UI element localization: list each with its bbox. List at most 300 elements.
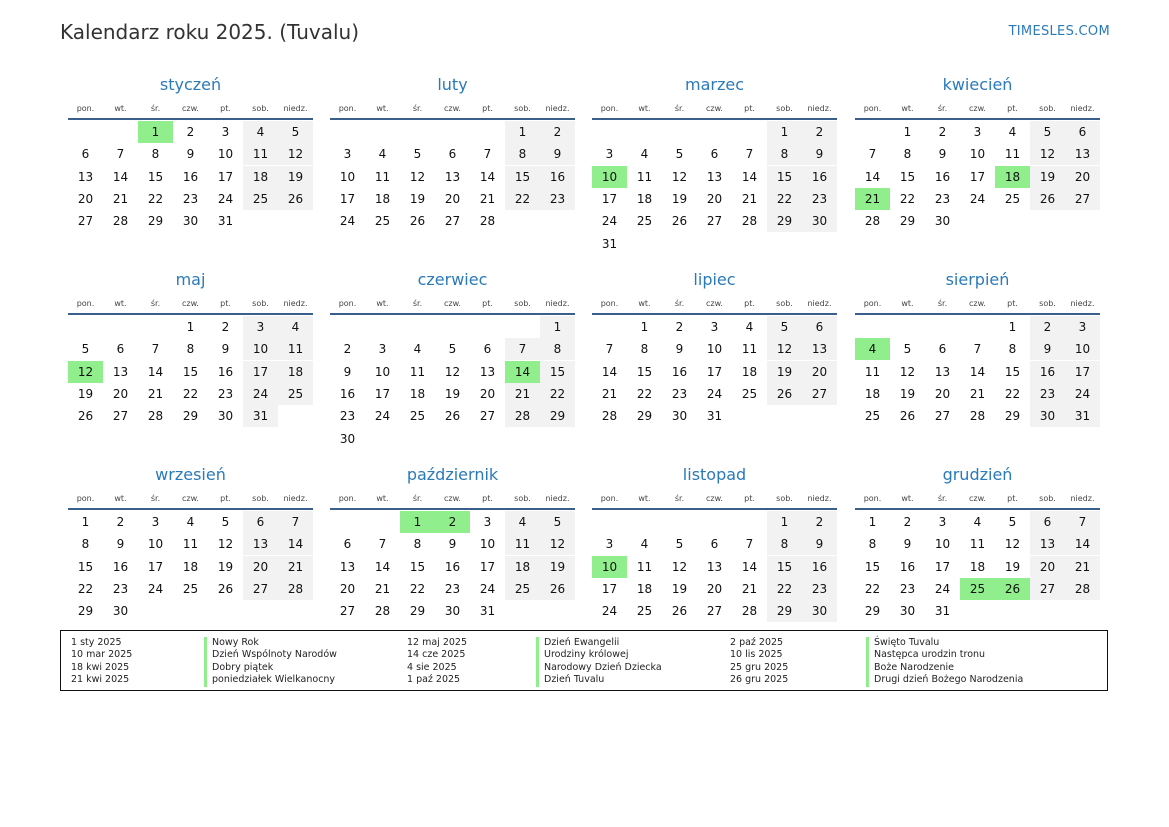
day-cell: 9: [802, 533, 837, 555]
weekday-divider: [855, 313, 1100, 315]
day-cell: 23: [802, 188, 837, 210]
holiday-day-cell: 4: [855, 338, 890, 360]
month-name: marzec: [684, 75, 744, 94]
holiday-day-cell: 12: [68, 361, 103, 383]
day-cell: 14: [479, 169, 496, 184]
day-cell: 9: [186, 147, 195, 162]
weekday-label: pon.: [76, 494, 95, 503]
weekday-label: wt.: [638, 494, 651, 503]
weekday-label: śr.: [150, 299, 161, 308]
day-cell: 27: [802, 383, 837, 405]
weekday-label: niedz.: [807, 494, 832, 503]
weekday-label: sob.: [1039, 299, 1056, 308]
weekday-label: sob.: [252, 494, 269, 503]
weekday-label: pt.: [1007, 494, 1018, 503]
month-6: [330, 270, 575, 460]
day-cell: 2: [675, 320, 684, 334]
day-cell: 13: [243, 533, 278, 555]
day-cell: 19: [899, 386, 916, 401]
day-cell: 28: [505, 405, 540, 427]
day-cell: 26: [540, 578, 575, 600]
day-cell: 18: [243, 166, 278, 188]
day-cell: 25: [409, 409, 426, 424]
weekday-label: pon.: [863, 299, 882, 308]
day-cell: 1: [505, 121, 540, 143]
day-cell: 24: [217, 191, 234, 206]
day-cell: 24: [374, 409, 391, 424]
day-cell: 31: [934, 604, 951, 619]
day-cell: 30: [1030, 405, 1065, 427]
weekday-label: czw.: [182, 494, 199, 503]
day-cell: 25: [636, 214, 653, 229]
day-cell: 5: [675, 147, 684, 162]
day-cell: 13: [1065, 143, 1100, 165]
day-cell: 18: [741, 364, 758, 379]
day-cell: 26: [671, 604, 688, 619]
day-cell: 11: [636, 559, 653, 574]
day-cell: 5: [448, 342, 457, 357]
legend-date: 4 sie 2025: [407, 661, 457, 673]
day-cell: 16: [339, 386, 356, 401]
weekday-label: czw.: [969, 494, 986, 503]
day-cell: 17: [147, 559, 164, 574]
day-cell: 26: [1030, 188, 1065, 210]
day-cell: 11: [374, 169, 391, 184]
month-9: [68, 465, 313, 655]
day-cell: 5: [675, 537, 684, 552]
day-cell: 1: [81, 515, 90, 529]
day-cell: 27: [112, 409, 129, 424]
weekday-label: śr.: [674, 494, 685, 503]
day-cell: 5: [278, 121, 313, 143]
day-cell: 27: [706, 604, 723, 619]
legend-date: 18 kwi 2025: [71, 661, 130, 673]
month-1: [68, 75, 313, 265]
legend-date: 10 lis 2025: [730, 649, 783, 661]
day-cell: 16: [802, 556, 837, 578]
day-cell: 3: [710, 320, 719, 334]
weekday-label: wt.: [638, 299, 651, 308]
site-link[interactable]: TIMESLES.COM: [1008, 24, 1110, 39]
day-cell: 14: [969, 364, 986, 379]
day-cell: 18: [505, 556, 540, 578]
day-cell: 6: [1030, 511, 1065, 533]
day-cell: 8: [640, 342, 649, 357]
day-cell: 18: [864, 386, 881, 401]
day-cell: 20: [706, 191, 723, 206]
day-cell: 30: [934, 214, 951, 229]
day-cell: 11: [741, 342, 758, 357]
day-cell: 16: [899, 559, 916, 574]
weekday-label: śr.: [937, 104, 948, 113]
weekday-label: pt.: [220, 494, 231, 503]
day-cell: 16: [444, 559, 461, 574]
day-cell: 18: [374, 191, 391, 206]
day-cell: 11: [505, 533, 540, 555]
weekday-label: niedz.: [283, 494, 308, 503]
day-cell: 28: [147, 409, 164, 424]
day-cell: 29: [409, 604, 426, 619]
day-cell: 8: [505, 143, 540, 165]
legend-holiday-name: Nowy Rok: [212, 637, 259, 648]
day-cell: 28: [112, 214, 129, 229]
day-cell: 23: [934, 191, 951, 206]
legend-names-column: [536, 637, 662, 687]
weekday-label: pt.: [482, 299, 493, 308]
day-cell: 23: [899, 581, 916, 596]
day-cell: 4: [186, 515, 195, 529]
legend-holiday-name: Święto Tuvalu: [874, 637, 940, 648]
weekday-divider: [855, 508, 1100, 510]
month-name: czerwiec: [417, 270, 488, 289]
legend-holiday-name: Boże Narodzenie: [874, 661, 954, 673]
day-cell: 6: [802, 316, 837, 338]
day-cell: 19: [1004, 559, 1021, 574]
day-cell: 31: [217, 214, 234, 229]
day-cell: 10: [479, 537, 496, 552]
day-cell: 12: [540, 533, 575, 555]
day-cell: 21: [479, 191, 496, 206]
holiday-day-cell: 1: [138, 121, 173, 143]
day-cell: 10: [243, 338, 278, 360]
day-cell: 4: [378, 147, 387, 162]
day-cell: 5: [413, 147, 422, 162]
day-cell: 21: [505, 383, 540, 405]
day-cell: 19: [77, 386, 94, 401]
day-cell: 21: [969, 386, 986, 401]
day-cell: 7: [868, 147, 877, 162]
month-8: [855, 270, 1100, 460]
day-cell: 24: [934, 581, 951, 596]
day-cell: 2: [802, 511, 837, 533]
weekday-label: śr.: [412, 494, 423, 503]
day-cell: 23: [217, 386, 234, 401]
day-cell: 7: [483, 147, 492, 162]
day-cell: 7: [1065, 511, 1100, 533]
day-cell: 13: [77, 169, 94, 184]
day-cell: 6: [116, 342, 125, 357]
day-cell: 9: [675, 342, 684, 357]
legend-date: 1 paź 2025: [407, 674, 461, 686]
day-cell: 1: [868, 515, 877, 529]
day-cell: 4: [278, 316, 313, 338]
day-cell: 11: [1004, 147, 1021, 162]
day-cell: 6: [483, 342, 492, 357]
legend-date: 26 gru 2025: [730, 674, 789, 686]
day-cell: 22: [147, 191, 164, 206]
day-cell: 17: [374, 386, 391, 401]
day-cell: 15: [899, 169, 916, 184]
weekday-label: sob.: [252, 299, 269, 308]
weekday-label: czw.: [706, 494, 723, 503]
day-cell: 28: [601, 409, 618, 424]
weekday-label: pt.: [744, 104, 755, 113]
day-cell: 8: [767, 143, 802, 165]
day-cell: 14: [278, 533, 313, 555]
day-cell: 31: [479, 604, 496, 619]
day-cell: 11: [182, 537, 199, 552]
day-cell: 24: [601, 604, 618, 619]
day-cell: 23: [444, 581, 461, 596]
weekday-label: pon.: [863, 104, 882, 113]
weekday-label: sob.: [514, 299, 531, 308]
day-cell: 9: [802, 143, 837, 165]
day-cell: 12: [1030, 143, 1065, 165]
day-cell: 3: [938, 515, 947, 529]
day-cell: 26: [409, 214, 426, 229]
day-cell: 9: [221, 342, 230, 357]
day-cell: 9: [116, 537, 125, 552]
weekday-label: sob.: [1039, 494, 1056, 503]
weekday-label: niedz.: [545, 299, 570, 308]
weekday-label: sob.: [514, 104, 531, 113]
month-name: październik: [406, 465, 499, 484]
day-cell: 29: [77, 604, 94, 619]
weekday-divider: [855, 118, 1100, 120]
day-cell: 30: [182, 214, 199, 229]
day-cell: 15: [1004, 364, 1021, 379]
day-cell: 2: [540, 121, 575, 143]
day-cell: 29: [899, 214, 916, 229]
day-cell: 8: [868, 537, 877, 552]
weekday-label: sob.: [776, 494, 793, 503]
day-cell: 17: [243, 361, 278, 383]
weekday-label: śr.: [150, 104, 161, 113]
day-cell: 23: [540, 188, 575, 210]
day-cell: 15: [505, 166, 540, 188]
day-cell: 17: [934, 559, 951, 574]
weekday-label: śr.: [412, 104, 423, 113]
day-cell: 17: [601, 191, 618, 206]
day-cell: 5: [903, 342, 912, 357]
day-cell: 7: [973, 342, 982, 357]
day-cell: 17: [969, 169, 986, 184]
day-cell: 2: [221, 320, 230, 334]
day-cell: 15: [767, 166, 802, 188]
legend-date: 25 gru 2025: [730, 661, 789, 673]
day-cell: 12: [444, 364, 461, 379]
day-cell: 30: [339, 431, 356, 446]
day-cell: 23: [1030, 383, 1065, 405]
weekday-label: pon.: [338, 104, 357, 113]
day-cell: 10: [339, 169, 356, 184]
day-cell: 20: [112, 386, 129, 401]
day-cell: 15: [864, 559, 881, 574]
day-cell: 11: [969, 537, 986, 552]
day-cell: 19: [1030, 166, 1065, 188]
day-cell: 22: [899, 191, 916, 206]
day-cell: 23: [671, 386, 688, 401]
day-cell: 15: [540, 361, 575, 383]
day-cell: 29: [182, 409, 199, 424]
weekday-label: wt.: [901, 494, 914, 503]
legend-holiday-name: Drugi dzień Bożego Narodzenia: [874, 674, 1024, 686]
day-cell: 14: [864, 169, 881, 184]
day-cell: 2: [186, 125, 195, 139]
day-cell: 16: [671, 364, 688, 379]
day-cell: 28: [1065, 578, 1100, 600]
day-cell: 29: [1004, 409, 1021, 424]
weekday-label: śr.: [412, 299, 423, 308]
day-cell: 27: [77, 214, 94, 229]
day-cell: 4: [243, 121, 278, 143]
day-cell: 12: [1004, 537, 1021, 552]
day-cell: 17: [706, 364, 723, 379]
day-cell: 22: [767, 578, 802, 600]
weekday-label: niedz.: [1070, 494, 1095, 503]
day-cell: 14: [741, 169, 758, 184]
day-cell: 16: [217, 364, 234, 379]
day-cell: 25: [505, 578, 540, 600]
day-cell: 10: [934, 537, 951, 552]
day-cell: 25: [374, 214, 391, 229]
weekday-label: wt.: [638, 104, 651, 113]
day-cell: 30: [444, 604, 461, 619]
weekday-label: czw.: [444, 299, 461, 308]
day-cell: 19: [671, 191, 688, 206]
legend-names-column: [866, 637, 1023, 687]
month-name: styczeń: [159, 75, 222, 94]
day-cell: 18: [278, 361, 313, 383]
day-cell: 7: [116, 147, 125, 162]
day-cell: 25: [1004, 191, 1021, 206]
holiday-legend: [60, 630, 1108, 691]
weekday-divider: [592, 313, 837, 315]
day-cell: 27: [1065, 188, 1100, 210]
day-cell: 19: [217, 559, 234, 574]
day-cell: 3: [378, 342, 387, 357]
day-cell: 3: [605, 537, 614, 552]
weekday-label: czw.: [182, 104, 199, 113]
day-cell: 20: [1030, 556, 1065, 578]
day-cell: 1: [903, 125, 912, 139]
day-cell: 11: [278, 338, 313, 360]
day-cell: 25: [741, 386, 758, 401]
weekday-divider: [330, 118, 575, 120]
day-cell: 23: [802, 578, 837, 600]
day-cell: 1: [767, 511, 802, 533]
day-cell: 12: [767, 338, 802, 360]
day-cell: 30: [112, 604, 129, 619]
day-cell: 3: [483, 515, 492, 529]
day-cell: 8: [767, 533, 802, 555]
weekday-divider: [592, 118, 837, 120]
day-cell: 28: [278, 578, 313, 600]
day-cell: 13: [802, 338, 837, 360]
day-cell: 6: [710, 537, 719, 552]
day-cell: 4: [640, 537, 649, 552]
weekday-label: sob.: [776, 104, 793, 113]
legend-date: 21 kwi 2025: [71, 674, 130, 686]
month-2: [330, 75, 575, 265]
weekday-label: sob.: [252, 104, 269, 113]
day-cell: 4: [413, 342, 422, 357]
day-cell: 24: [706, 386, 723, 401]
day-cell: 20: [339, 581, 356, 596]
day-cell: 20: [479, 386, 496, 401]
weekday-label: wt.: [376, 104, 389, 113]
day-cell: 26: [77, 409, 94, 424]
day-cell: 13: [934, 364, 951, 379]
day-cell: 24: [601, 214, 618, 229]
day-cell: 22: [505, 188, 540, 210]
day-cell: 15: [636, 364, 653, 379]
weekday-divider: [68, 118, 313, 120]
day-cell: 8: [151, 147, 160, 162]
legend-date: 1 sty 2025: [71, 637, 122, 648]
day-cell: 7: [278, 511, 313, 533]
weekday-label: wt.: [376, 494, 389, 503]
day-cell: 31: [1065, 405, 1100, 427]
day-cell: 29: [864, 604, 881, 619]
day-cell: 19: [278, 166, 313, 188]
day-cell: 13: [1030, 533, 1065, 555]
legend-holiday-name: Następca urodzin tronu: [874, 649, 986, 661]
weekday-label: wt.: [376, 299, 389, 308]
day-cell: 22: [540, 383, 575, 405]
weekday-label: pon.: [76, 299, 95, 308]
day-cell: 30: [802, 210, 837, 232]
day-cell: 2: [1030, 316, 1065, 338]
day-cell: 15: [147, 169, 164, 184]
day-cell: 5: [1008, 515, 1017, 529]
day-cell: 29: [767, 600, 802, 622]
day-cell: 24: [1065, 383, 1100, 405]
weekday-label: niedz.: [545, 104, 570, 113]
day-cell: 23: [112, 581, 129, 596]
day-cell: 28: [374, 604, 391, 619]
day-cell: 29: [540, 405, 575, 427]
legend-date: 12 maj 2025: [407, 637, 468, 648]
day-cell: 26: [217, 581, 234, 596]
day-cell: 20: [243, 556, 278, 578]
day-cell: 6: [343, 537, 352, 552]
day-cell: 6: [1065, 121, 1100, 143]
day-cell: 22: [1004, 386, 1021, 401]
day-cell: 1: [1008, 320, 1017, 334]
day-cell: 14: [601, 364, 618, 379]
month-7: [592, 270, 837, 460]
weekday-label: sob.: [514, 494, 531, 503]
day-cell: 26: [899, 409, 916, 424]
legend-dates-column: [407, 637, 467, 687]
legend-holiday-name: Dobry piątek: [212, 661, 274, 673]
month-name: luty: [437, 75, 468, 94]
day-cell: 3: [343, 147, 352, 162]
day-cell: 10: [374, 364, 391, 379]
legend-holiday-name: poniedziałek Wielkanocny: [212, 674, 336, 686]
day-cell: 20: [706, 581, 723, 596]
day-cell: 8: [1008, 342, 1017, 357]
day-cell: 22: [182, 386, 199, 401]
holiday-day-cell: 26: [995, 578, 1030, 600]
holiday-day-cell: 18: [995, 166, 1030, 188]
day-cell: 10: [1065, 338, 1100, 360]
weekday-divider: [68, 508, 313, 510]
weekday-label: śr.: [674, 299, 685, 308]
day-cell: 27: [934, 409, 951, 424]
day-cell: 17: [339, 191, 356, 206]
weekday-label: pt.: [744, 299, 755, 308]
weekday-label: pon.: [600, 494, 619, 503]
day-cell: 30: [671, 409, 688, 424]
day-cell: 1: [186, 320, 195, 334]
day-cell: 18: [636, 581, 653, 596]
legend-date: 10 mar 2025: [71, 649, 133, 661]
day-cell: 15: [409, 559, 426, 574]
day-cell: 26: [278, 188, 313, 210]
day-cell: 2: [903, 515, 912, 529]
